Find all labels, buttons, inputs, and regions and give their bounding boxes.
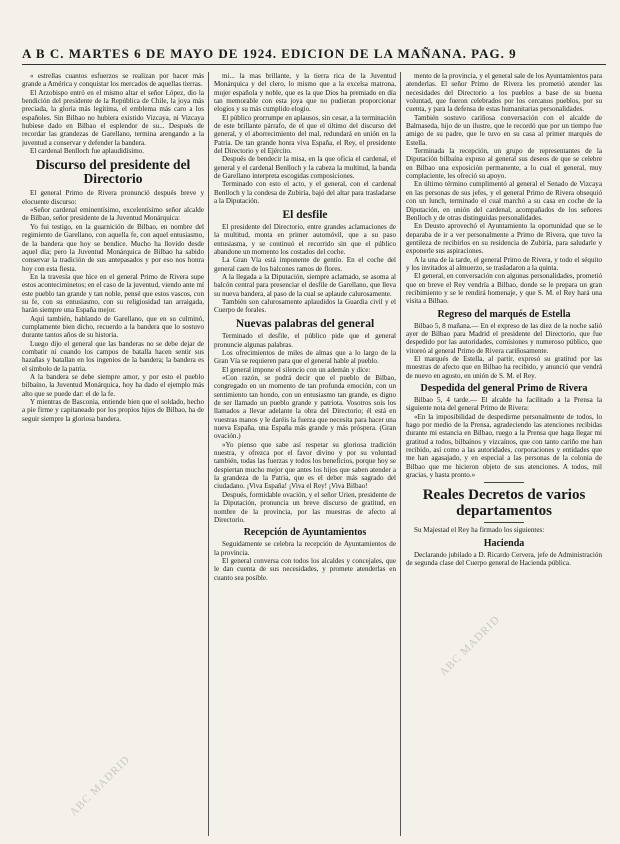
- paragraph: El general, en conversación con algunas personalidades, prometió que en breve el Rey vendría a Bilbao, donde se le prepara un gran recibimiento y se le rendirá homenaje, y que S. M. el Rey hará una visita a Bilbao.: [406, 272, 602, 306]
- section-heading: Hacienda: [483, 537, 525, 549]
- section-heading: Discurso del presidente del Directorio: [35, 157, 191, 187]
- column-rule: [208, 72, 209, 836]
- paragraph: El general conversa con todos los alcaldes y concejales, que le dan cuenta de sus necesidades, y promete atenderlas en cuanto sea posible.: [214, 556, 396, 582]
- divider: [484, 482, 524, 483]
- paragraph: Yo fui testigo, en la guarnición de Bilbao, en nombre del regimiento de Garellano, con aquella fe, con aquel entusiasmo, de la bandera que hoy se bendice. Mucho ha llovido desde aquel día; pero la Juventud Monárquica de Bilbao ha sabido conservar la tradición de sus antepasados y por eso nos honra hoy con esta fiesta.: [22, 222, 204, 273]
- paragraph: El presidente del Directorio, entre grandes aclamaciones de la multitud, monta en primer automóvil, que a su paso entusiasma, y se continuó el recorrido sin que el público abandone un momento los costados del coche.: [214, 223, 396, 257]
- section-heading: El desfile: [282, 208, 328, 221]
- paragraph: Declarando jubilado a D. Ricardo Cervera, jefe de Administración de segunda clase del Cuerpo general de Hacienda pública.: [406, 550, 602, 568]
- paragraph: También son calurosamente aplaudidos la Guardia civil y el Cuerpo de forales.: [214, 298, 396, 315]
- masthead: [22, 40, 606, 65]
- paragraph: A la bandera se debe siempre amor, y por esto el pueblo bilbaíno, la Juventud Monárquica, hoy ha dado el ejemplo más alto que se puede dar: el de la fe.: [22, 373, 204, 398]
- paragraph: « estrellas cuantos esfuerzos se realizan por hacer más grande a América y conquistar los mercados de aquellas tierras.: [22, 72, 204, 89]
- paragraph: Después de bendecir la misa, en la que oficia el cardenal, el general y el cardenal Benlloch y la cabeza la multitud, la banda de Garellano interpreta escogidas composiciones.: [214, 155, 396, 181]
- paragraph: Aquí también, hablando de Garellano, que en su culminó, cumplamente bien dicho, recuerdo a la bandera que lo sostuvo durante tantos años de su historia.: [22, 314, 204, 340]
- divider: [484, 522, 524, 523]
- paragraph: Terminada la recepción, un grupo de representantes de la Diputación bilbaína expuso al general sus deseos de que se celebre en Bilbao una exposición permanente, a lo cual el general, muy complaciente, les ofreció su apoyo.: [406, 147, 602, 181]
- paragraph: Seguidamente se celebra la recepción de Ayuntamientos de la provincia.: [214, 540, 396, 557]
- paragraph: En la travesía que hice en el general Primo de Rivera supe estos aconteciminetos; en el caso de la juventud, viendo ante mí este pueblo tan grande y tan noble, pensé que estos vascos, con su fe, con su entusiasmo, con su religiosidad tan arraigada, harán siempre una España mejor.: [22, 272, 204, 315]
- column-2: [214, 72, 396, 836]
- paragraph: También sostuvo cariñosa conversación con el alcalde de Balmaseda, hijo de un ilustre, que le recordó que por un tiempo fue amigo de su padre, que le tuvo en su casa al primer marqués de Estella.: [406, 113, 602, 147]
- paragraph: Terminado con esto el acto, y el general, con el cardenal Benlloch y la condesa de Zubiría, bajó del altar para trasladarse a la Diputación.: [214, 180, 396, 206]
- paragraph: «Señor cardenal eminentísimo, excelentísimo señor alcalde de Bilbao, señor presidente de la Juventud Monárquica:: [22, 206, 204, 223]
- paragraph: Bilbao 5, 8 mañana.— En el expreso de las diez de la noche salió ayer de Bilbao para Madrid el presidente del Directorio, que fue despedido por las autoridades, comisiones y numeroso público, que vitoreó al general Primo de Rivera cariñosamente.: [406, 321, 602, 355]
- column-1: [22, 72, 204, 836]
- paragraph: El general impone el silencio con un ademán y dice:: [222, 365, 371, 374]
- paragraph: «En la imposibilidad de despedirme personalmente de todos, lo hago por medio de la Prensa, agradeciendo las atenciones recibidas durante mi estancia en Bilbao, ruego a la Prensa que haga llegar mi gratitud a todos, bilbaínos y vizcaínos, que con tanto cariño me han recibido, así como a las autoridades, corporaciones y entidades que me han agasajado, y en especial a las personas de la colonia de Bilbao que me hicieron objeto de sus atenciones. A todos, mil gracias, y hasta pronto.»: [406, 412, 602, 480]
- paragraph: El marqués de Estella, al partir, expresó su gratitud por las muestras de afecto que en Bilbao ha recibido, y anunció que vendrá de nuevo en agosto, en unión de S. M. el Rey.: [406, 355, 602, 380]
- paragraph: Y mientras de Basconia, entiende bien que el soldado, hecho a pie firme y capitaneado por los propios hijos de Bilbao, ha de seguir siempre la gloriosa bandera.: [22, 398, 204, 423]
- paragraph: Después, formidable ovación, y el señor Urien, presidente de la Diputación, pronuncia un breve discurso de gratitud, en nombre de la provincia, por las muestras de afecto al Directorio.: [214, 490, 396, 524]
- paragraph: «Con razón, se podrá decir que el pueblo de Bilbao, congregado en un momento de tan profunda emoción, con un sentimiento tan hondo, con un entusiasmo tan grande, es digno de ser llamado un pueblo grande y patriota. Vosotros sois los llamados a llevar adelante la obra del Directorio; él está en vuestras manos y le daréis la fuerza que necesita para hacer una nueva España, una España más grande y más próspera. (Gran ovación.): [214, 374, 396, 441]
- paragraph: A la una de la tarde, el general Primo de Rivera, y todo el séquito y los invitados al almuerzo, se trasladaron a la quinta.: [406, 255, 602, 272]
- paragraph: El Arzobispo entró en el mismo altar el señor López, dio la bendición del presidente de la República de Chile, la joya más preciada, la gloria más legítima, el emblema más caro a los españoles. Sin Bilbao no hubiera existido Vizcaya, ni Vizcaya hubiese dado en Bilbao el esplendor de su... Después de recordar las grandezas de Garellano, termina arengando a la juventud a conservar y defender la bandera.: [22, 88, 204, 147]
- column-3: [406, 72, 602, 836]
- watermark-stamp: ABC MADRID: [437, 613, 503, 679]
- paragraph: La Gran Vía está imponente de gentío. En el coche del general caen de los balcones ramos de flores.: [214, 256, 396, 273]
- paragraph: En último término cumplimentó al general el Senado de Vizcaya en las personas de sus jefes, y el general Primo de Rivera obsequió con un lunch, terminado el cual marchó a su casa en coche de la Diputación, en unión del cardenal, acompañados de los señores Benlloch y de otras distinguidas personalidades.: [406, 180, 602, 222]
- paragraph: »Yo pienso que sabe así respetar su gloriosa tradición nuestra, y ofrezca por el favor divino y por su voluntad también, todas las fuerzas y todos los beneficios, porque hoy se despiertan mucho mejor que antes los hijos que saben atender a la grandeza de la Patria, que es el deber más sagrado del ciudadano. ¡Viva España! ¡Viva el Rey! ¡Viva Bilbao!: [214, 440, 396, 491]
- section-heading: Recepción de Ayuntamientos: [243, 527, 367, 539]
- paragraph: A la llegada a la Diputación, siempre aclamado, se asoma al balcón central para presenciar el desfile de Garellano, que lleva su nueva bandera, al paso de la cual se aplaude calurosamente.: [214, 273, 396, 298]
- paragraph: Su Majestad el Rey ha firmado los siguientes:: [414, 526, 545, 535]
- section-heading: Regreso del marqués de Estella: [437, 308, 571, 320]
- section-heading: Reales Decretos de varios departamentos: [422, 487, 586, 520]
- column-rule: [400, 72, 401, 836]
- paragraph: Terminado el desfile, el público pide que el general pronuncie algunas palabras.: [214, 332, 396, 349]
- paragraph: El público prorrumpe en aplausos, sin cesar, a la terminación de este brillante párrafo, de el que el último del discurso del general, y el aborrecimiento del mal, redundará en unión en la Patria. De tan grande honra viva España, el Rey, el presidente del Directorio y el Ejército.: [214, 113, 396, 156]
- paragraph: El cardenal Benlloch fue aplaudidísimo.: [30, 147, 145, 156]
- paragraph: Bilbao 5, 4 tarde.— El alcalde ha facilitado a la Prensa la siguiente nota del general Primo de Rivera:: [406, 396, 602, 413]
- masthead-text: A B C. MARTES 6 DE MAYO DE 1924. EDICION DE LA MAÑANA. PAG. 9: [22, 46, 517, 61]
- paragraph: El general Primo de Rivera pronunció después breve y elocuente discurso:: [22, 189, 204, 206]
- paragraph: mi... la mas brillante, y la tierra rica de la Juventud Monárquica y del clero, lo mismo que a la excelsa matrona, mujer española y noble, que es la que Dios ha premiado en día tan memorable con esta joya que no pudieran proporcionar elogios y su más cumplido elogio.: [214, 72, 396, 114]
- section-heading: Nuevas palabras del general: [235, 317, 375, 330]
- section-heading: Despedida del general Primo de Rivera: [420, 383, 588, 395]
- watermark-stamp: ABC MADRID: [67, 753, 133, 819]
- paragraph: Luego dijo el general que las banderas no se debe dejar de combatir ni cuando los campos de batalla hacen sentir sus hazañas y batallan en los ingenios de la bandera; la bandera es el símbolo de la patria.: [22, 339, 204, 373]
- paragraph: En Deusto aprovechó el Ayuntamiento la oportunidad que se le deparaba de ir a ver personalmente a Primo de Rivera, que tuvo la gentileza de recibirlos en su residencia de Zubiría, para saludarle y exponerle sus aspiraciones.: [406, 222, 602, 256]
- paragraph: Los ofrecimientos de miles de almas que a lo largo de la Gran Vía se requieren para que el general hable al pueblo.: [214, 348, 396, 366]
- paragraph: mento de la provincia, y el general sale de los Ayuntamientos para atenderlas. El señor Primo de Rivera les prometió atender las necesidades del Directorio a los pueblos a base de su buena voluntad, que fueron celebrados por los cercanos pueblos, por su cuenta, y para la defensa de estas humanitarias personalidades.: [406, 72, 602, 114]
